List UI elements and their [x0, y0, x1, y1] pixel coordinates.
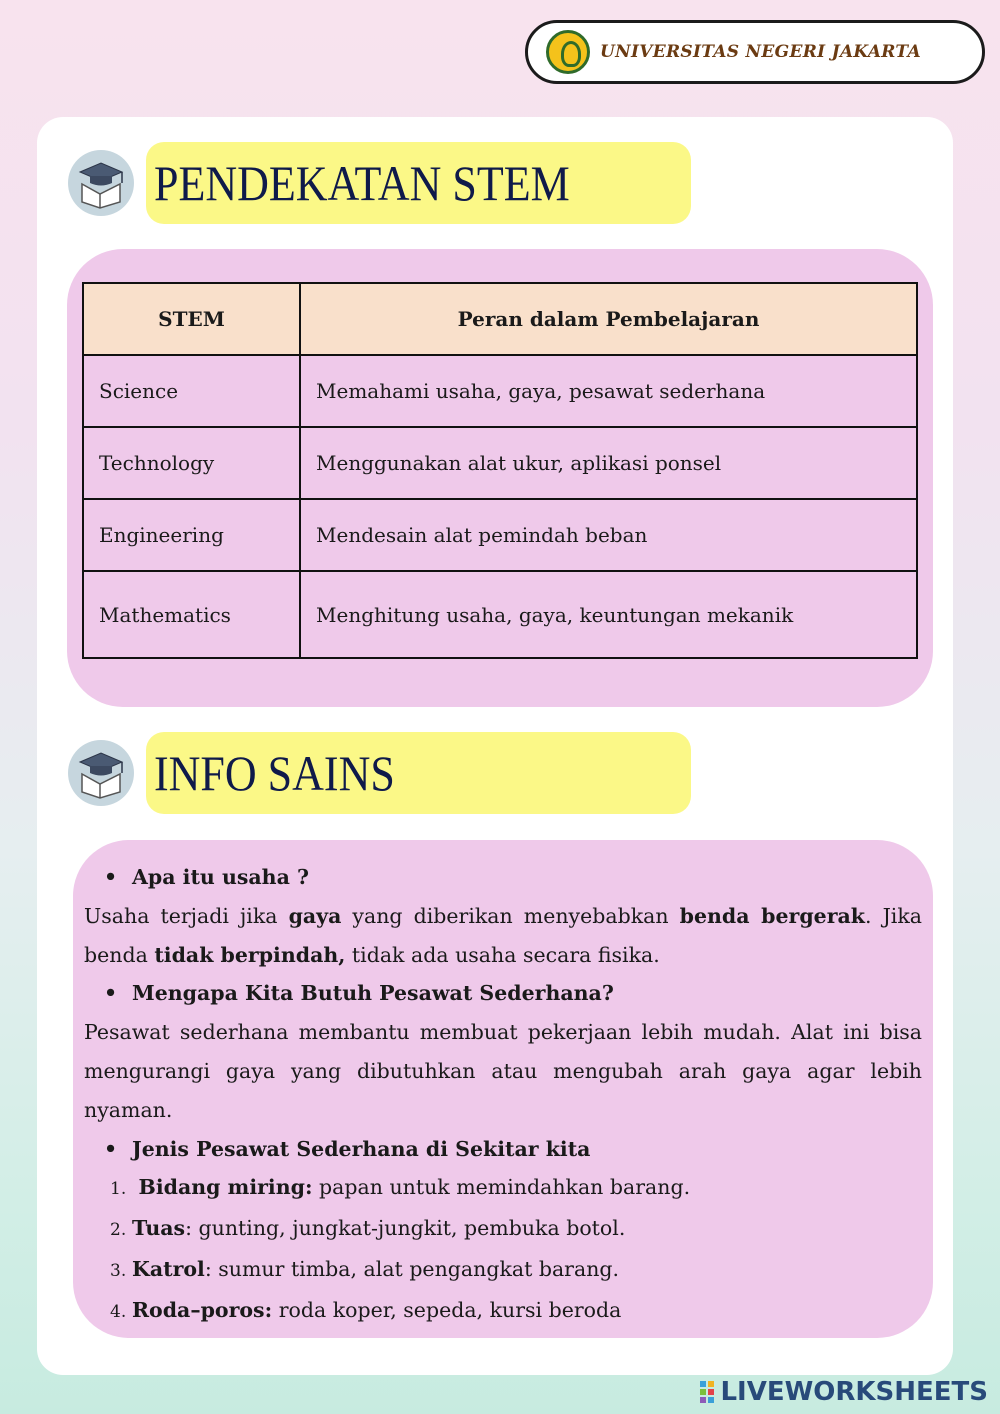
list-item	[110, 1291, 922, 1332]
table-cell: Mathematics	[83, 571, 300, 658]
section-title-text: INFO SAINS	[154, 745, 395, 801]
list-number: 1.	[110, 1179, 127, 1200]
table-header-cell: Peran dalam Pembelajaran	[300, 283, 917, 355]
simple-machines-list	[84, 1168, 922, 1331]
paragraph-usaha	[84, 897, 922, 975]
table-cell: Technology	[83, 427, 300, 499]
text-span: tidak ada usaha secara fisika.	[345, 942, 660, 967]
bold-term: benda bergerak	[679, 903, 866, 928]
list-desc: roda koper, sepeda, kursi beroda	[272, 1297, 622, 1322]
table-cell: Memahami usaha, gaya, pesawat sederhana	[300, 355, 917, 427]
list-number: 3.	[110, 1260, 127, 1281]
list-item	[110, 1209, 922, 1250]
section-title-stem	[146, 142, 691, 224]
graduation-cap-book-icon	[68, 740, 134, 806]
brand-text: LIVEWORKSHEETS	[720, 1377, 988, 1407]
text-span: Usaha terjadi jika	[84, 903, 289, 928]
table-cell: Menghitung usaha, gaya, keuntungan mekanik	[300, 571, 917, 658]
list-number: 4.	[110, 1301, 127, 1322]
liveworksheets-logo-icon	[700, 1381, 714, 1403]
university-badge	[525, 20, 985, 84]
section-title-info-sains	[146, 732, 691, 814]
text-span: yang diberikan menyebabkan	[341, 903, 680, 928]
list-item	[110, 1250, 922, 1291]
table-header-row	[83, 283, 917, 355]
text-span: . Jika benda	[84, 903, 922, 967]
list-number: 2.	[110, 1220, 127, 1241]
stem-table	[82, 282, 918, 659]
bold-term: gaya	[288, 903, 342, 928]
info-content	[84, 858, 922, 1332]
table-row	[83, 355, 917, 427]
university-name: UNIVERSITAS NEGERI JAKARTA	[600, 42, 921, 62]
section-title-text: PENDEKATAN STEM	[154, 155, 570, 211]
bold-term: Bidang miring:	[138, 1175, 313, 1200]
bold-term: Roda–poros:	[132, 1297, 273, 1322]
question-heading: • Mengapa Kita Butuh Pesawat Sederhana?	[84, 974, 922, 1013]
table-header-cell: STEM	[83, 283, 300, 355]
question-heading: • Jenis Pesawat Sederhana di Sekitar kita	[84, 1130, 922, 1169]
bold-term: Tuas	[132, 1216, 186, 1241]
paragraph-pesawat: Pesawat sederhana membantu membuat pekerjaan lebih mudah. Alat ini bisa mengurangi gaya yang dibutuhkan atau mengubah arah gaya agar lebih nyaman.	[84, 1020, 922, 1122]
table-cell: Menggunakan alat ukur, aplikasi ponsel	[300, 427, 917, 499]
table-row	[83, 571, 917, 658]
list-desc: : gunting, jungkat-jungkit, pembuka botol.	[185, 1216, 626, 1241]
question-heading: • Apa itu usaha ?	[84, 858, 922, 897]
bold-term: tidak berpindah,	[154, 942, 346, 967]
graduation-cap-book-icon	[68, 150, 134, 216]
list-desc: papan untuk memindahkan barang.	[312, 1175, 691, 1200]
table-cell: Mendesain alat pemindah beban	[300, 499, 917, 571]
table-row	[83, 427, 917, 499]
list-item	[110, 1168, 922, 1209]
list-desc: : sumur timba, alat pengangkat barang.	[204, 1256, 620, 1281]
university-logo-icon	[546, 30, 590, 74]
table-row	[83, 499, 917, 571]
table-cell: Science	[83, 355, 300, 427]
liveworksheets-brand	[700, 1374, 988, 1410]
bold-term: Katrol	[132, 1256, 205, 1281]
table-cell: Engineering	[83, 499, 300, 571]
